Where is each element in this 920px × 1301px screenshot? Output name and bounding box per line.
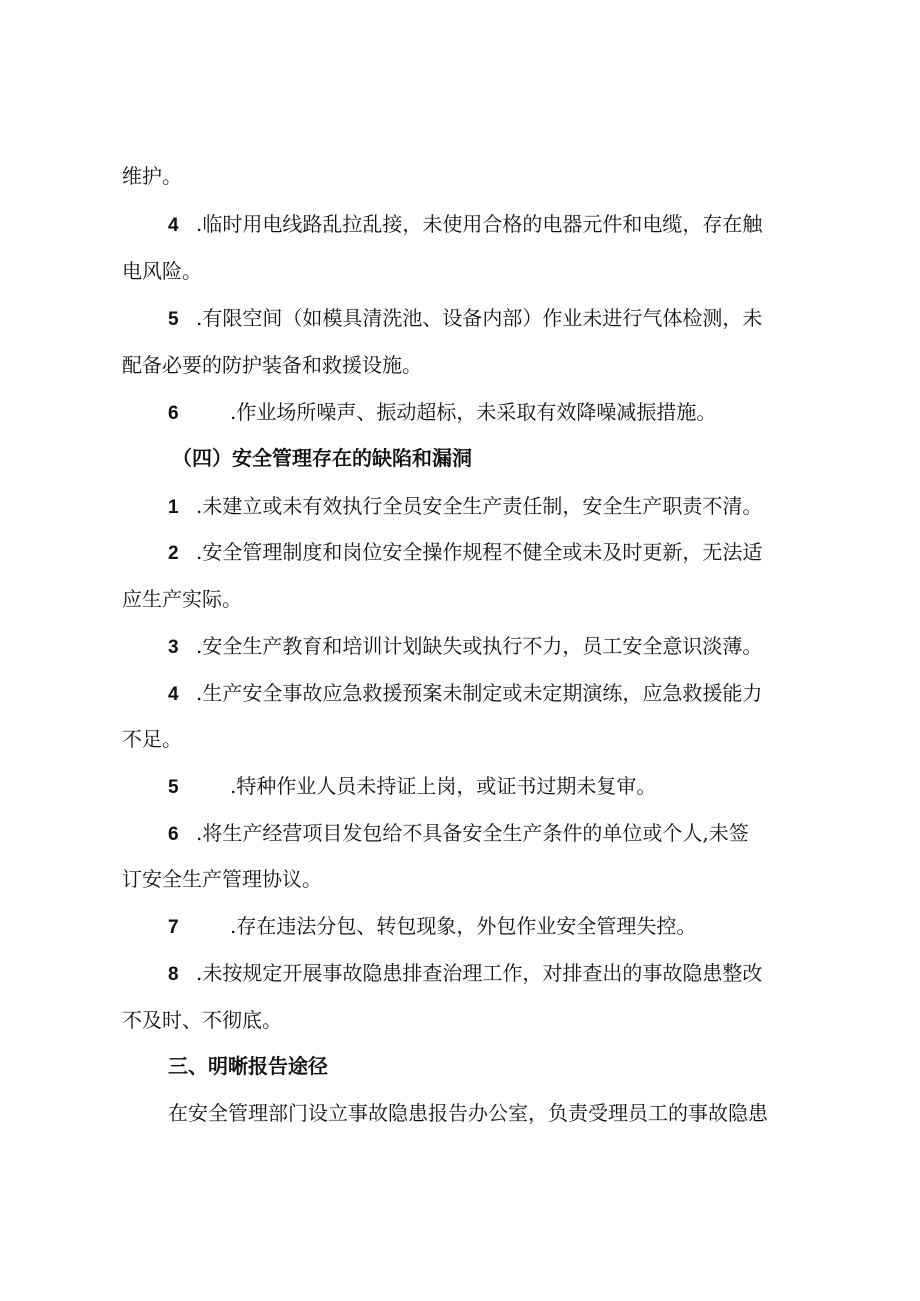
continuation-line: 不足。 [122,727,182,751]
list-item-6-hazard: 6 .作业场所噪声、振动超标，未采取有效降噪减振措施。 [168,400,717,424]
continuation-line: 维护。 [122,164,182,188]
body-paragraph: 在安全管理部门设立事故隐患报告办公室，负责受理员工的事故隐患 [168,1101,768,1125]
continuation-line: 应生产实际。 [122,587,242,611]
continuation-line: 配备必要的防护装备和救援设施。 [122,353,422,377]
list-item-8-management: 8 .未按规定开展事故隐患排查治理工作，对排查出的事故隐患整改 [168,961,763,985]
list-item-4-hazard: 4 .临时用电线路乱拉乱接，未使用合格的电器元件和电缆，存在触 [168,212,763,236]
continuation-line: 订安全生产管理协议。 [122,867,322,891]
list-item-6-management: 6 .将生产经营项目发包给不具备安全生产条件的单位或个人,未签 [168,821,749,845]
list-item-4-management: 4 .生产安全事故应急救援预案未制定或未定期演练，应急救援能力 [168,681,763,705]
list-item-5-management: 5 .特种作业人员未持证上岗，或证书过期未复审。 [168,774,657,798]
list-item-7-management: 7 .存在违法分包、转包现象，外包作业安全管理失控。 [168,914,697,938]
section-heading-3: 三、明晰报告途径 [168,1054,328,1078]
list-item-1-management: 1 .未建立或未有效执行全员安全生产责任制，安全生产职责不清。 [168,494,763,518]
list-item-2-management: 2 .安全管理制度和岗位安全操作规程不健全或未及时更新，无法适 [168,540,763,564]
continuation-line: 不及时、不彻底。 [122,1008,282,1032]
list-item-3-management: 3 .安全生产教育和培训计划缺失或执行不力，员工安全意识淡薄。 [168,634,763,658]
list-item-5-hazard: 5 .有限空间（如模具清洗池、设备内部）作业未进行气体检测，未 [168,306,763,330]
section-heading-4: （四）安全管理存在的缺陷和漏洞 [172,446,472,470]
continuation-line: 电风险。 [122,259,202,283]
